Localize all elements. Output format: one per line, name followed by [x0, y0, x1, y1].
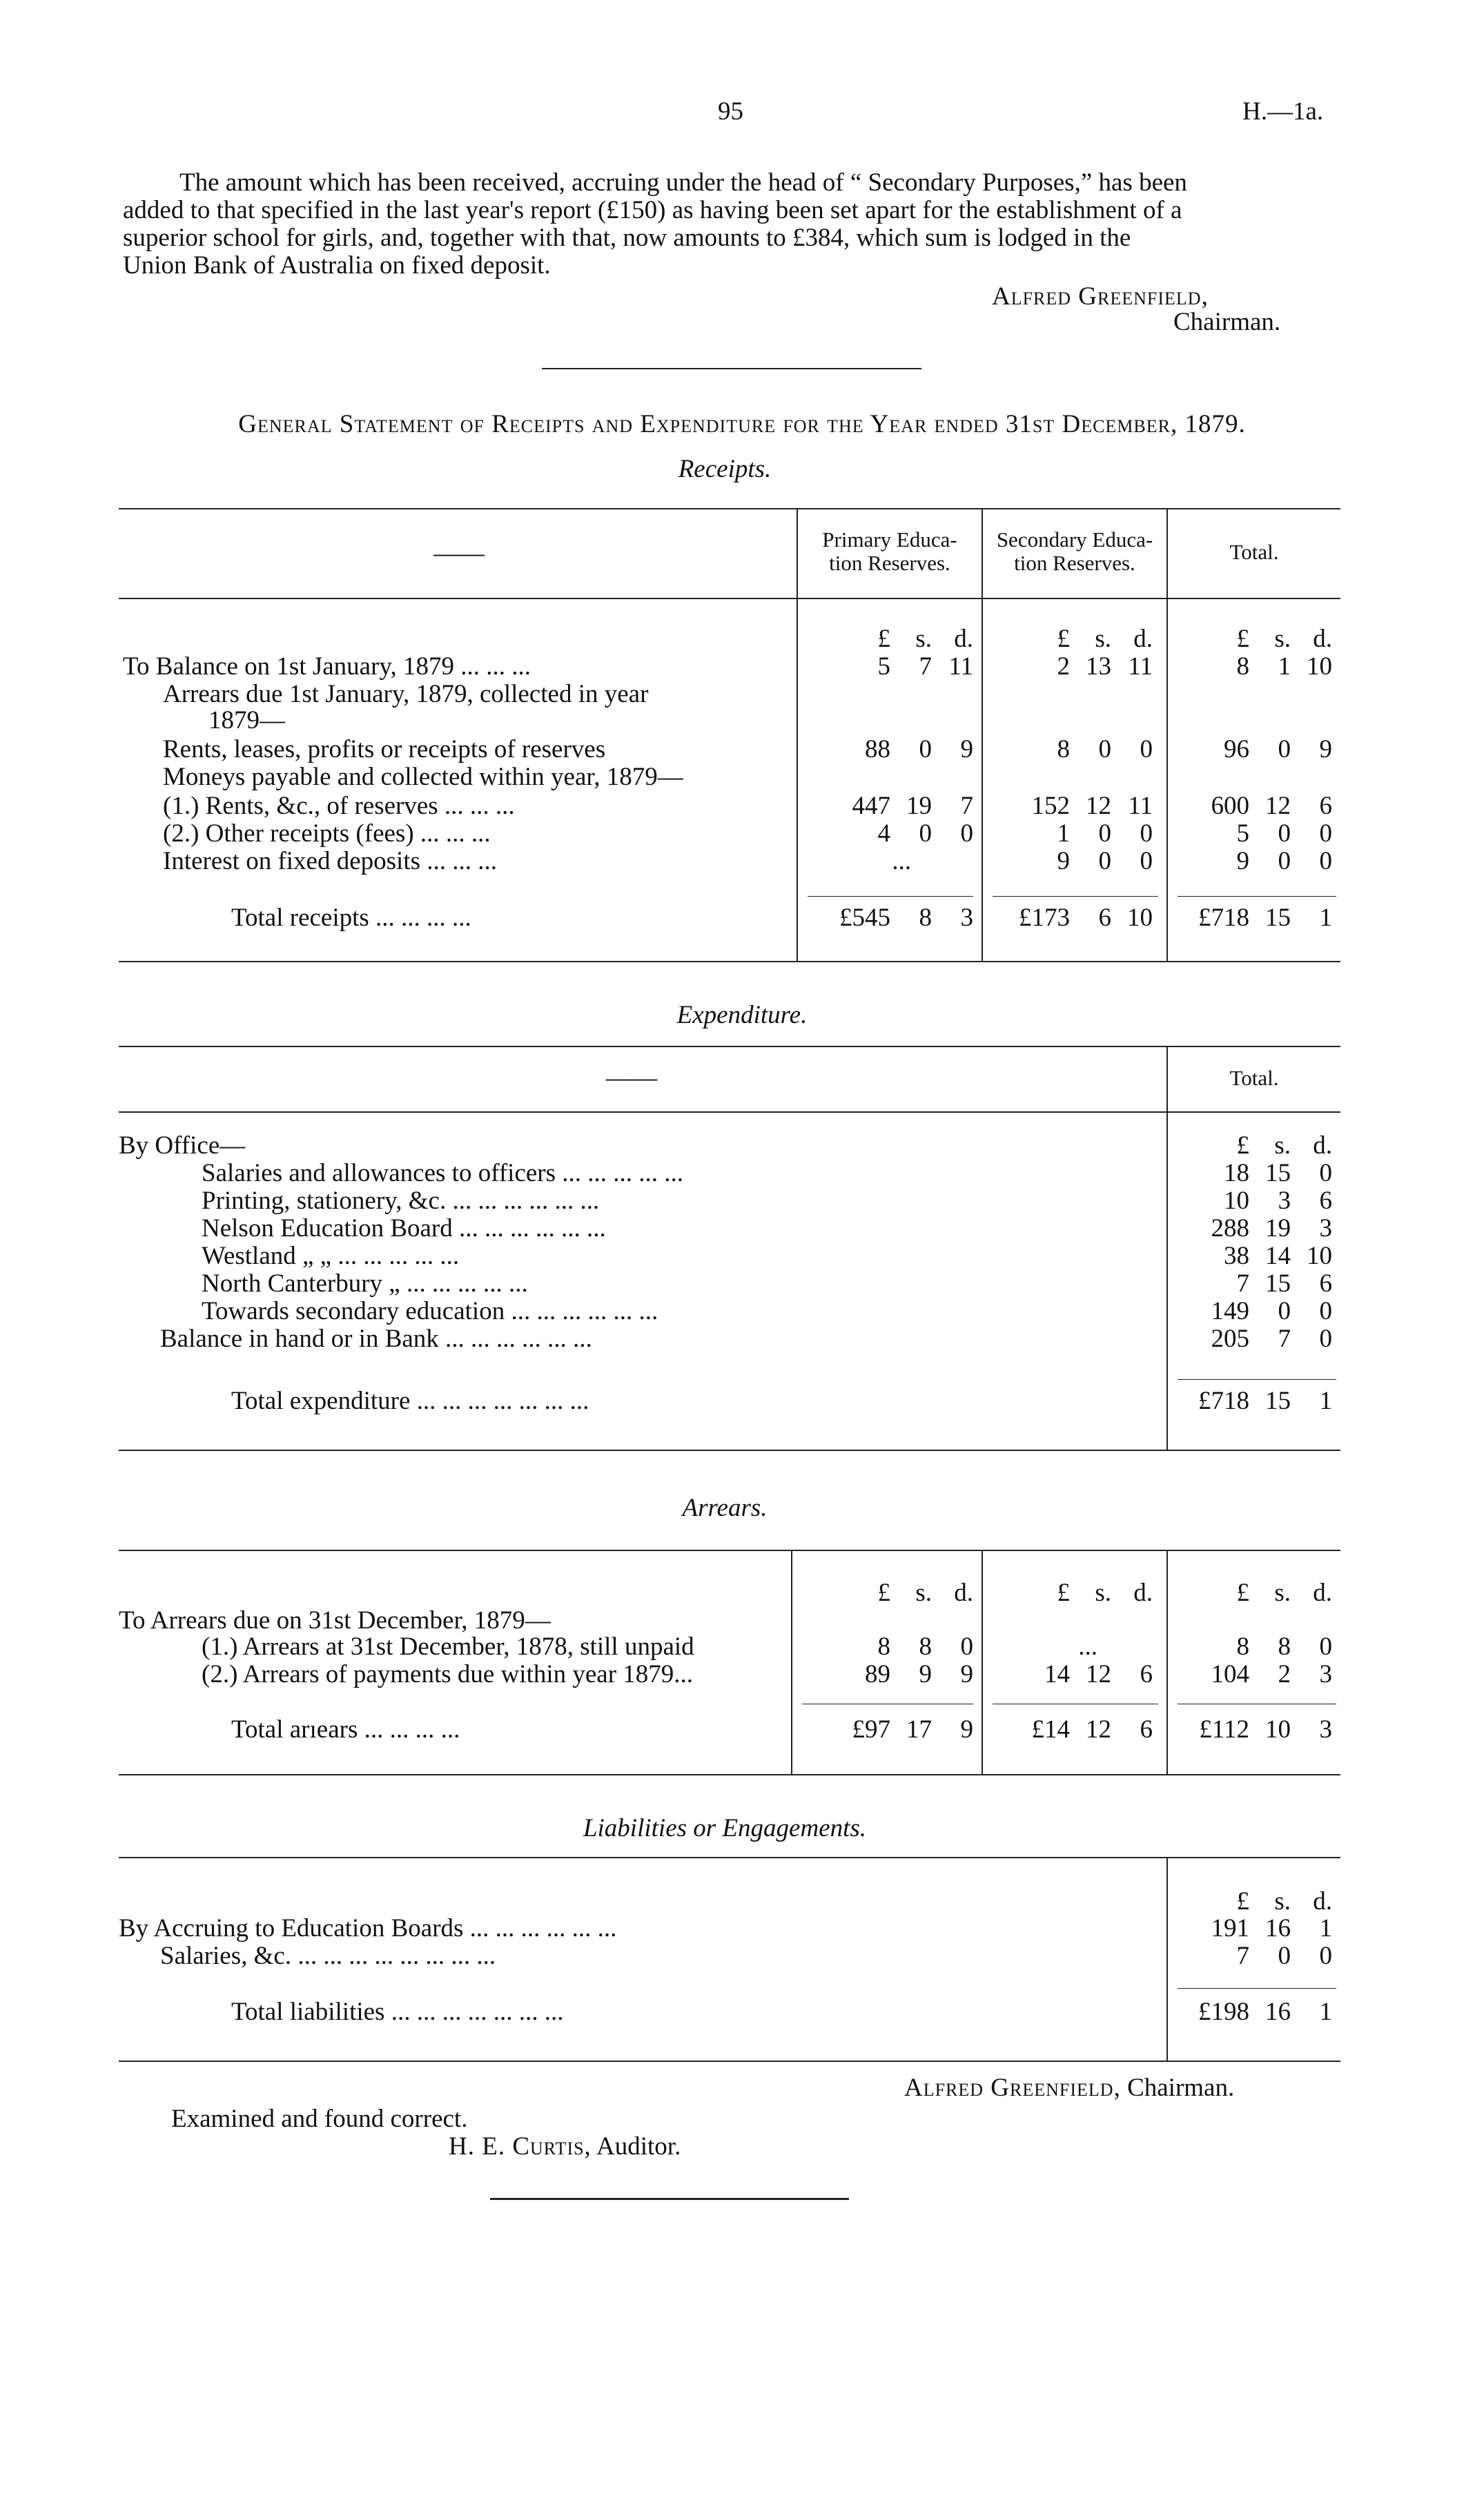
receipts-total-total: £718 15 1: [1198, 904, 1332, 932]
expenditure-units: £ s. d.: [1236, 1131, 1332, 1160]
liabilities-total-amount: £198 16 1: [1198, 1998, 1332, 2026]
expenditure-col-dash: ——: [606, 1064, 657, 1092]
statement-title: General Statement of Receipts and Expenditure for the Year ended 31st December, 1879.: [238, 410, 1246, 438]
receipt-primary-amount: ...: [892, 847, 911, 875]
receipt-total-amount: 9 0 0: [1236, 847, 1332, 875]
arrears-primary-amount: 89 9 9: [865, 1660, 973, 1688]
arrears-row-label: (1.) Arrears at 31st December, 1878, still unpaid: [202, 1633, 694, 1661]
receipt-row-label: (1.) Rents, &c., of reserves ... ... ...: [163, 792, 515, 820]
expenditure-row-label: Balance in hand or in Bank ... ... ... ... ... ...: [160, 1325, 592, 1353]
expenditure-row-label: Westland „ „ ... ... ... ... ...: [202, 1242, 460, 1270]
receipts-total-label: Total receipts ... ... ... ...: [231, 904, 471, 932]
liabilities-total-label: Total liabilities ... ... ... ... ... ... ...: [231, 1998, 564, 2026]
receipt-row-label: Rents, leases, profits or receipts of reserves: [163, 735, 606, 763]
receipt-primary-amount: 5 7 11: [877, 652, 973, 681]
liabilities-row-label: By Accruing to Education Boards ... ... ... ... ... ...: [119, 1914, 617, 1942]
arrears-heading: Arrears.: [682, 1494, 768, 1522]
arrears-units-primary: £ s. d.: [877, 1579, 973, 1607]
expenditure-total-amount: £718 15 1: [1198, 1387, 1332, 1415]
arrears-total-primary: £97 17 9: [852, 1715, 973, 1744]
intro-line-1: The amount which has been received, accruing under the head of “ Secondary Purposes,” has been: [179, 168, 1187, 197]
receipt-primary-amount: 4 0 0: [877, 819, 973, 848]
receipts-total-secondary: £173 6 10: [1019, 904, 1153, 932]
expenditure-amount: 149 0 0: [1211, 1297, 1332, 1325]
document-reference: H.—1a.: [1242, 97, 1324, 126]
col-header-primary-2: tion Reserves.: [829, 551, 950, 575]
liabilities-units: £ s. d.: [1236, 1887, 1332, 1916]
receipt-total-amount: 96 0 9: [1224, 735, 1332, 763]
liabilities-amount: 191 16 1: [1211, 1914, 1332, 1942]
arrears-units-secondary: £ s. d.: [1057, 1579, 1153, 1607]
liabilities-heading: Liabilities or Engagements.: [583, 1814, 867, 1842]
col-header-secondary-1: Secondary Educa-: [996, 527, 1153, 552]
expenditure-total-label: Total expenditure ... ... ... ... ... ... ...: [231, 1387, 589, 1415]
units-primary: £ s. d.: [877, 625, 973, 653]
intro-signatory-title: Chairman.: [1173, 308, 1281, 336]
receipt-row-label: Arrears due 1st January, 1879, collected in year: [163, 680, 649, 708]
receipt-row-label: (2.) Other receipts (fees) ... ... ...: [163, 819, 491, 848]
expenditure-heading: Expenditure.: [676, 1001, 808, 1029]
expenditure-amount: 10 3 6: [1224, 1187, 1332, 1215]
arrears-total-amount: 104 2 3: [1211, 1660, 1332, 1688]
arrears-row-label: To Arrears due on 31st December, 1879—: [119, 1606, 551, 1635]
expenditure-row-label: By Office—: [119, 1131, 246, 1160]
expenditure-row-label: Salaries and allowances to officers ... ... ... ... ...: [202, 1159, 684, 1187]
expenditure-row-label: Printing, stationery, &c. ... ... ... ... ... ...: [202, 1187, 600, 1215]
receipt-row-label: 1879—: [208, 706, 285, 734]
section-divider: [542, 368, 921, 369]
intro-line-3: superior school for girls, and, together with that, now amounts to £384, which sum is lodged in the: [123, 224, 1131, 252]
col-header-total: Total.: [1229, 540, 1279, 564]
arrears-total-total: £112 10 3: [1199, 1715, 1332, 1744]
arrears-total-secondary: £14 12 6: [1031, 1715, 1153, 1744]
liabilities-row-label: Salaries, &c. ... ... ... ... ... ... ... ...: [160, 1942, 496, 1970]
expenditure-amount: 38 14 10: [1224, 1242, 1332, 1270]
expenditure-row-label: Nelson Education Board ... ... ... ... ... ...: [202, 1214, 606, 1243]
receipts-col-dash: ——: [433, 539, 485, 567]
arrears-total-label: Total arıears ... ... ... ...: [231, 1715, 460, 1744]
receipt-primary-amount: 447 19 7: [852, 792, 973, 820]
expenditure-row-label: North Canterbury „ ... ... ... ... ...: [202, 1269, 528, 1298]
units-secondary: £ s. d.: [1057, 625, 1153, 653]
arrears-units-total: £ s. d.: [1236, 1579, 1332, 1607]
expenditure-amount: 7 15 6: [1236, 1269, 1332, 1298]
intro-signatory: Alfred Greenfield,: [992, 282, 1209, 311]
expenditure-amount: 18 15 0: [1224, 1159, 1332, 1187]
receipt-secondary-amount: 8 0 0: [1057, 735, 1153, 763]
arrears-primary-amount: 8 8 0: [877, 1633, 973, 1661]
intro-line-2: added to that specified in the last year's report (£150) as having been set apart for the establishment of a: [123, 196, 1182, 224]
arrears-total-amount: 8 8 0: [1236, 1633, 1332, 1661]
arrears-secondary-amount: 14 12 6: [1044, 1660, 1153, 1688]
footer-chairman: Alfred Greenfield, Chairman.: [904, 2074, 1235, 2102]
liabilities-amount: 7 0 0: [1236, 1942, 1332, 1970]
expenditure-row-label: Towards secondary education ... ... ... ... ... ...: [202, 1297, 658, 1325]
units-total: £ s. d.: [1236, 625, 1332, 653]
col-header-secondary-2: tion Reserves.: [1014, 551, 1135, 575]
examined-statement: Examined and found correct.: [171, 2105, 468, 2133]
col-header-primary-1: Primary Educa-: [822, 527, 957, 552]
receipt-total-amount: 600 12 6: [1211, 792, 1332, 820]
expenditure-amount: 288 19 3: [1211, 1214, 1332, 1243]
arrears-row-label: (2.) Arrears of payments due within year 1879...: [202, 1660, 694, 1688]
closing-rule: [490, 2198, 849, 2200]
receipt-row-label: To Balance on 1st January, 1879 ... ... ...: [123, 652, 531, 681]
receipt-secondary-amount: 9 0 0: [1057, 847, 1153, 875]
receipt-secondary-amount: 2 13 11: [1057, 652, 1153, 681]
receipt-row-label: Interest on fixed deposits ... ... ...: [163, 847, 497, 875]
receipt-row-label: Moneys payable and collected within year, 1879—: [163, 763, 683, 791]
receipt-secondary-amount: 1 0 0: [1057, 819, 1153, 848]
receipt-total-amount: 5 0 0: [1236, 819, 1332, 848]
receipts-total-primary: £545 8 3: [839, 904, 973, 932]
auditor-signature: H. E. Curtis, Auditor.: [449, 2132, 681, 2161]
arrears-secondary-amount: ...: [1078, 1633, 1097, 1661]
receipt-secondary-amount: 152 12 11: [1031, 792, 1153, 820]
expenditure-col-total: Total.: [1229, 1066, 1279, 1090]
receipts-heading: Receipts.: [678, 455, 772, 483]
expenditure-amount: 205 7 0: [1211, 1325, 1332, 1353]
page-number: 95: [718, 97, 743, 126]
intro-line-4: Union Bank of Australia on fixed deposit.: [123, 251, 551, 280]
receipt-primary-amount: 88 0 9: [865, 735, 973, 763]
receipt-total-amount: 8 1 10: [1236, 652, 1332, 681]
